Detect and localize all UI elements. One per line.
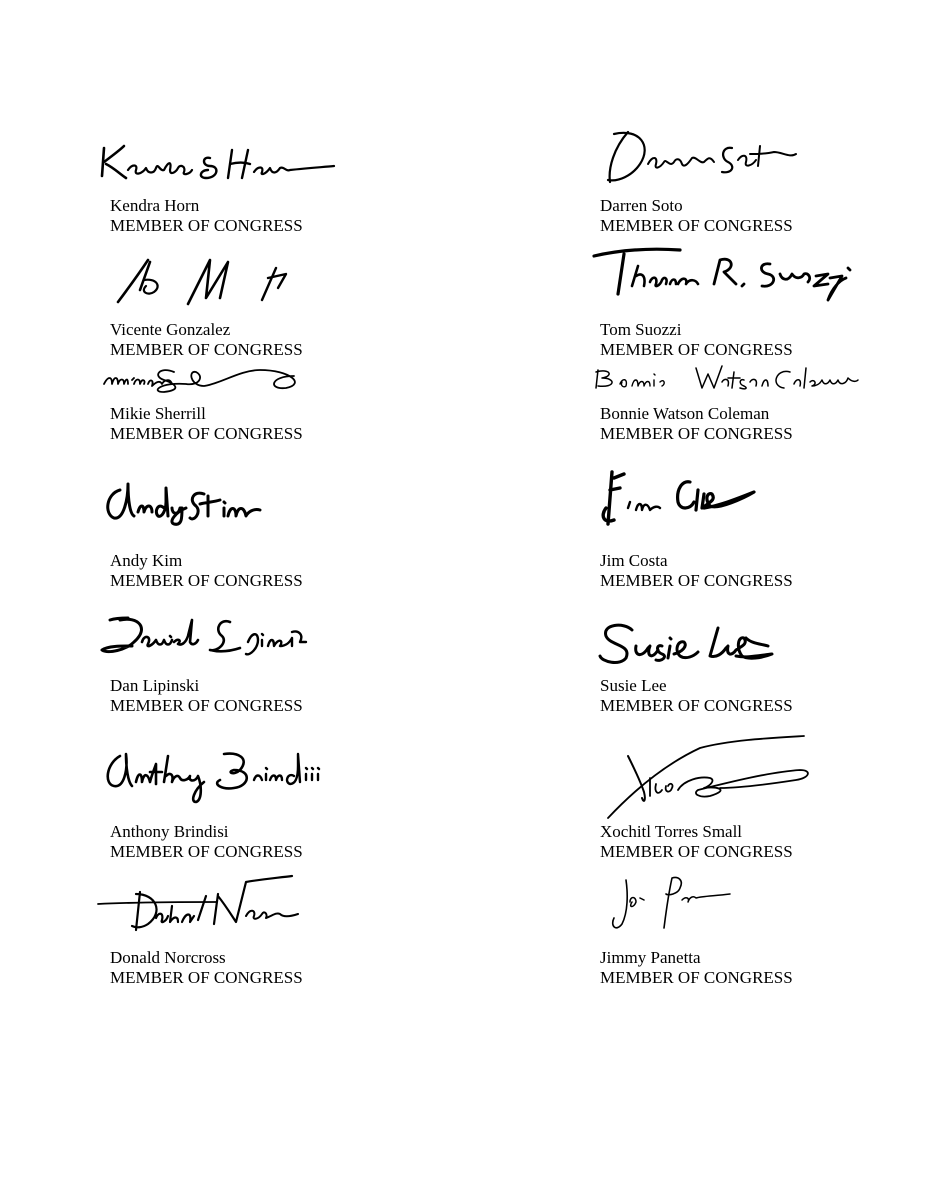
- signatory-title: MEMBER OF CONGRESS: [110, 696, 303, 715]
- signature-image-lipinski: [98, 612, 338, 662]
- signatory-name: Vicente Gonzalez: [110, 320, 231, 339]
- signatory-name: Xochitl Torres Small: [600, 822, 743, 841]
- signatory-name: Tom Suozzi: [600, 320, 682, 339]
- signatory-title: MEMBER OF CONGRESS: [110, 842, 303, 861]
- signatory-name: Mikie Sherrill: [110, 404, 206, 423]
- signature-image-costa: [594, 468, 794, 530]
- signature-image-torres-small: [600, 734, 815, 822]
- signatory-name: Kendra Horn: [110, 196, 200, 215]
- signature-image-lee: [596, 616, 806, 666]
- signatory-title: MEMBER OF CONGRESS: [600, 842, 793, 861]
- signatory-title: MEMBER OF CONGRESS: [110, 424, 303, 443]
- signatory-title: MEMBER OF CONGRESS: [600, 216, 793, 235]
- signature-image-gonzalez: [110, 254, 310, 310]
- signature-image-sherrill: [100, 362, 320, 394]
- signatory-title: MEMBER OF CONGRESS: [600, 424, 793, 443]
- signatory-title: MEMBER OF CONGRESS: [110, 340, 303, 359]
- signatory-name: Donald Norcross: [110, 948, 226, 967]
- signature-image-suozzi: [590, 244, 860, 320]
- signatory-title: MEMBER OF CONGRESS: [110, 571, 303, 590]
- signatory-title: MEMBER OF CONGRESS: [600, 968, 793, 987]
- signatory-title: MEMBER OF CONGRESS: [600, 340, 793, 359]
- signature-image-brindisi: [102, 746, 342, 808]
- signatory-title: MEMBER OF CONGRESS: [110, 216, 303, 235]
- signature-image-soto: [600, 124, 810, 190]
- signatory-name: Anthony Brindisi: [110, 822, 229, 841]
- signature-image-watson-coleman: [590, 364, 860, 394]
- signatory-name: Jim Costa: [600, 551, 668, 570]
- signature-image-panetta: [606, 872, 736, 936]
- signature-image-horn: [98, 140, 338, 190]
- signatory-name: Susie Lee: [600, 676, 667, 695]
- signature-image-norcross: [96, 876, 316, 932]
- signatory-title: MEMBER OF CONGRESS: [600, 571, 793, 590]
- signatory-name: Dan Lipinski: [110, 676, 200, 695]
- signatory-title: MEMBER OF CONGRESS: [110, 968, 303, 987]
- signatory-title: MEMBER OF CONGRESS: [600, 696, 793, 715]
- signatory-name: Andy Kim: [110, 551, 183, 570]
- signature-image-kim: [104, 478, 304, 528]
- signatory-name: Jimmy Panetta: [600, 948, 701, 967]
- signatory-name: Bonnie Watson Coleman: [600, 404, 770, 423]
- signatory-name: Darren Soto: [600, 196, 683, 215]
